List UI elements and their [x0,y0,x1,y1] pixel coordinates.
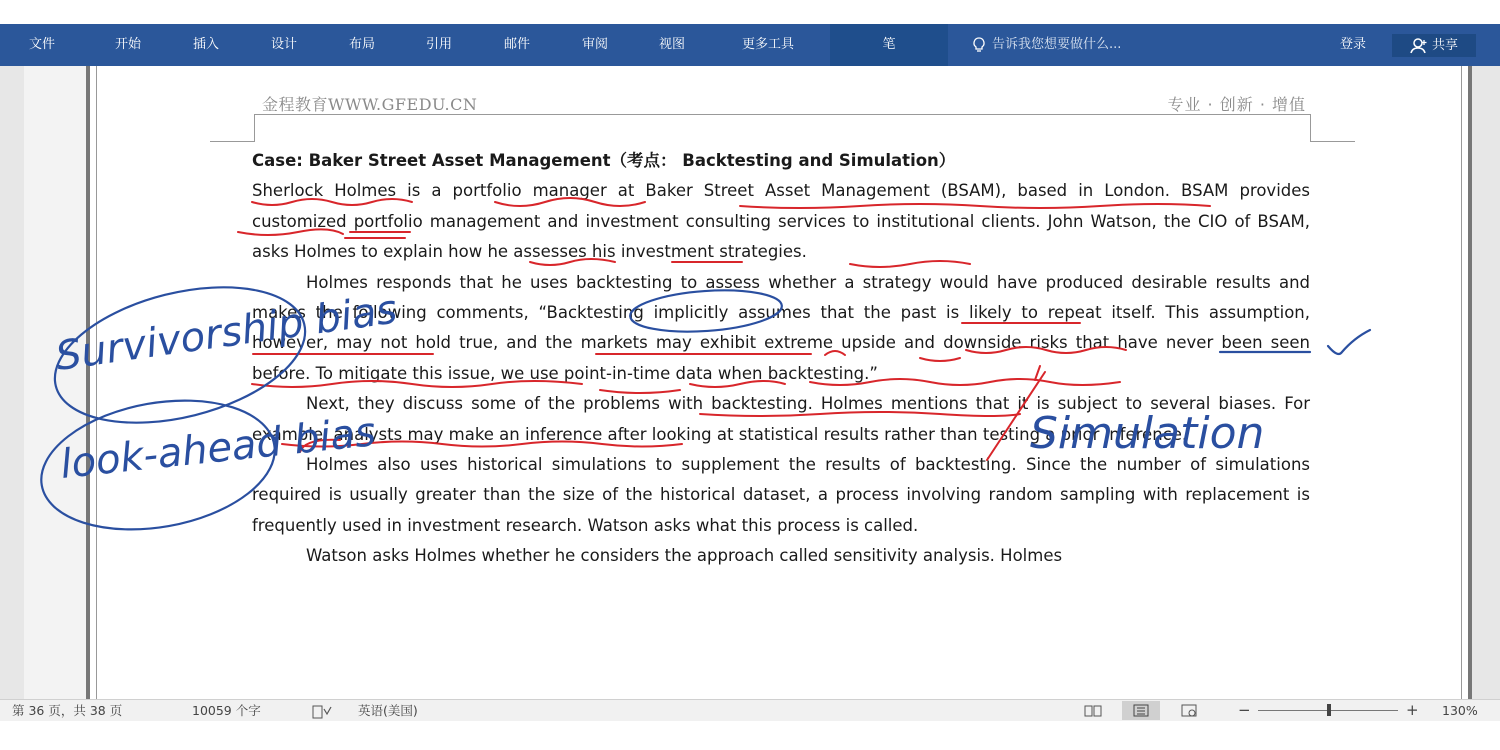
zoom-level[interactable]: 130% [1442,703,1478,718]
top-margin [0,0,1500,24]
tab-insert[interactable]: 插入 [192,37,219,52]
word-count[interactable]: 10059 个字 [192,703,261,718]
login-link[interactable]: 登录 [1340,37,1367,52]
document-page[interactable] [86,66,1472,699]
tell-me-search[interactable] [972,24,1121,66]
margin-mark-right [1310,141,1355,142]
document-workspace [0,66,1500,699]
note-look-ahead: look-ahead bias [58,409,378,488]
header-right-text: 专业 · 创新 · 增值 [1167,95,1306,114]
left-gutter [24,66,86,699]
tab-layout[interactable]: 布局 [348,37,375,52]
margin-mark-left [210,141,255,142]
tab-pen[interactable] [830,24,948,66]
paragraph-4: Holmes also uses historical simulations to supplement the results of backtesting. Since the number of simulations required is usually greater than the size of the historical dataset, a process involving random sampling with replacement is frequently used in investment research. Watson asks what this process is called. [252,455,1310,535]
tab-home[interactable]: 开始 [114,37,141,52]
print-layout-button[interactable] [1122,701,1160,720]
read-mode-button[interactable] [1074,701,1112,720]
status-bar [0,699,1500,721]
zoom-in-icon[interactable]: + [1406,701,1419,719]
page-count[interactable]: 第 36 页，共 38 页 [12,703,123,718]
ribbon-tab-bar [0,24,1500,66]
document-body[interactable] [252,146,1310,572]
web-layout-button[interactable] [1170,701,1208,720]
tab-review[interactable]: 审阅 [581,37,608,52]
language-status[interactable]: 英语(美国) [358,703,418,718]
tab-file[interactable]: 文件 [28,37,55,52]
tab-mailings[interactable]: 邮件 [503,37,530,52]
share-label: 共享 [1431,38,1458,53]
share-button[interactable] [1392,34,1476,57]
tab-pen-label: 笔 [882,37,896,52]
zoom-out-icon[interactable]: − [1238,701,1251,719]
page-border-right [1461,66,1462,699]
lightbulb-icon [972,37,986,53]
bottom-margin [0,721,1500,750]
person-icon [1410,38,1428,54]
zoom-slider-thumb[interactable] [1327,704,1331,716]
paragraph-1: Sherlock Holmes is a portfolio manager at Baker Street Asset Management (BSAM), based in London. BSAM provides customized portfolio management and investment consulting services to institutional clients. John Watson, the CIO of BSAM, asks Holmes to explain how he assesses his investment strategies. [252,181,1310,262]
paragraph-2: Holmes responds that he uses backtesting to assess whether a strategy would have produced desirable results and makes the following comments, “Backtesting implicitly assumes that the past is likely to repeat itself. This assumption, however, may not hold true, and the markets may exhibit extreme upside and downside risks that have never been seen before. To mitigate this issue, we use point-in-time data when backtesting.” [252,272,1310,383]
header-left-text: 金程教育WWW.GFEDU.CN [262,95,478,114]
tab-references[interactable]: 引用 [425,37,452,52]
tell-me-placeholder: 告诉我您想要做什么... [992,37,1122,52]
header-corner-right [1310,114,1311,142]
proofing-icon[interactable] [312,700,332,721]
note-survivorship: Survivorship bias [52,286,400,380]
page-border-left [96,66,97,699]
paragraph-3: Next, they discuss some of the problems with backtesting. Holmes mentions that it is subject to several biases. For example, analysts may make an inference after looking at statistical results rather than testing a prior inference. [252,394,1310,444]
header-corner-left [254,114,255,142]
tab-design[interactable]: 设计 [270,37,297,52]
case-title: Case: Baker Street Asset Management（考点： Backtesting and Simulation） [252,151,956,170]
tab-view[interactable]: 视图 [658,37,685,52]
note-simulation: Simulation [1030,408,1265,459]
header-rule [254,114,1310,115]
paragraph-5: Watson asks Holmes whether he considers the approach called sensitivity analysis. Holmes [306,546,1063,566]
tab-more-tools[interactable]: 更多工具 [741,37,794,52]
